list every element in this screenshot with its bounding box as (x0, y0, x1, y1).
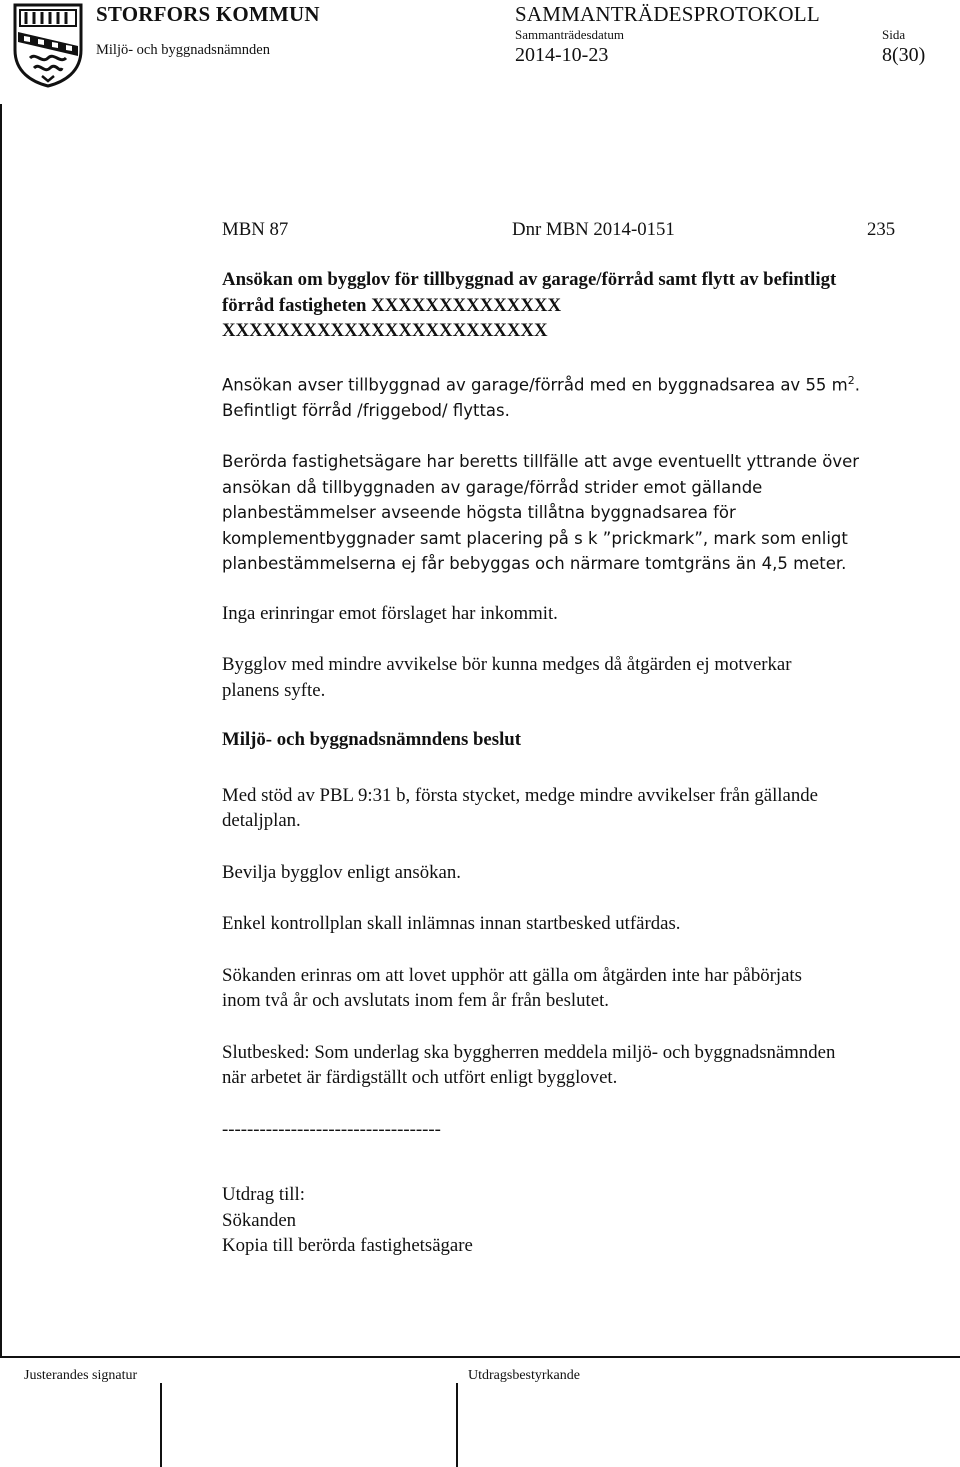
application-text-end: . (854, 375, 861, 394)
page-number: 8(30) (882, 44, 926, 66)
case-title (222, 267, 942, 344)
no-objections-text: Inga erinringar emot förslaget har inkommit. (222, 602, 558, 624)
paragraph-line: planens syfte. (222, 679, 326, 701)
expiry-paragraph (222, 963, 942, 1014)
paragraph-line: planbestämmelserna ej får bebyggas och närmare tomtgräns än 4,5 meter. (222, 554, 847, 573)
municipality-coat-of-arms-logo (12, 2, 84, 88)
separator-line: ----------------------------------- (222, 1118, 441, 1140)
paragraph-line: när arbetet är färdigställt och utfört enligt bygglovet. (222, 1067, 618, 1088)
paragraph-line: Berörda fastighetsägare har beretts tillfälle att avge eventuellt yttrande över (222, 452, 860, 471)
existing-storage-text: Befintligt förråd /friggebod/ flyttas. (222, 400, 510, 420)
application-line (222, 368, 942, 398)
diary-number: Dnr MBN 2014-0151 (512, 219, 675, 240)
footer-divider (0, 1356, 960, 1358)
grant-text: Bevilja bygglov enligt ansökan. (222, 861, 461, 883)
application-description (222, 368, 942, 424)
paragraph-line: ansökan då tillbyggnaden av garage/förråd strider emot gällande (222, 477, 763, 497)
case-title-line: Ansökan om bygglov för tillbyggnad av garage/förråd samt flytt av befintligt (222, 269, 837, 290)
distribution-list (222, 1182, 942, 1259)
signature-divider (160, 1383, 162, 1467)
department-name: Miljö- och byggnadsnämnden (96, 42, 270, 58)
case-title-line: XXXXXXXXXXXXXXXXXXXXXXXX (222, 320, 548, 341)
signature-label: Justerandes signatur (24, 1368, 138, 1383)
paragraph-line: Slutbesked: Som underlag ska byggherren meddela miljö- och byggnadsnämnden (222, 1041, 836, 1063)
page-label: Sida (882, 27, 906, 42)
recipient: Sökanden (222, 1209, 297, 1231)
organization-name: STORFORS KOMMUN (96, 2, 320, 26)
paragraph-line: komplementbyggnader samt placering på s k ”prickmark”, mark som enligt (222, 528, 848, 548)
document-type: SAMMANTRÄDESPROTOKOLL (515, 2, 820, 26)
certification-divider (456, 1383, 458, 1467)
meeting-date: 2014-10-23 (515, 44, 609, 66)
paragraph-line: planbestämmelser avseende högsta tillåtna byggnadsarea för (222, 503, 736, 522)
area-unit-superscript: 2 (847, 373, 855, 387)
case-reference-row (222, 217, 942, 245)
paragraph-line: inom två år och avslutats inom fem år från beslutet. (222, 990, 609, 1011)
case-title-line: förråd fastigheten XXXXXXXXXXXXXX (222, 294, 562, 316)
decision-paragraph (222, 783, 942, 834)
meeting-date-label: Sammanträdesdatum (515, 27, 625, 42)
neighbors-paragraph (222, 449, 942, 577)
paragraph-number: MBN 87 (222, 219, 289, 240)
case-number: 235 (867, 219, 896, 240)
control-plan-text: Enkel kontrollplan skall inlämnas innan startbesked utfärdas. (222, 913, 681, 934)
left-margin-line (0, 104, 2, 1357)
application-text: Ansökan avser tillbyggnad av garage/förråd med en byggnadsarea av 55 m (222, 375, 848, 394)
paragraph-line: Med stöd av PBL 9:31 b, första stycket, medge mindre avvikelser från gällande (222, 784, 818, 806)
excerpt-label: Utdrag till: (222, 1184, 305, 1205)
final-inspection-paragraph (222, 1040, 942, 1091)
paragraph-line: Bygglov med mindre avvikelse bör kunna medges då åtgärden ej motverkar (222, 654, 792, 675)
certification-label: Utdragsbestyrkande (468, 1368, 580, 1383)
paragraph-line: detaljplan. (222, 810, 301, 831)
decision-heading: Miljö- och byggnadsnämndens beslut (222, 729, 521, 750)
paragraph-line: Sökanden erinras om att lovet upphör att gälla om åtgärden inte har påbörjats (222, 964, 802, 986)
deviation-paragraph (222, 652, 942, 703)
protocol-section (222, 217, 942, 1259)
recipient: Kopia till berörda fastighetsägare (222, 1235, 473, 1256)
